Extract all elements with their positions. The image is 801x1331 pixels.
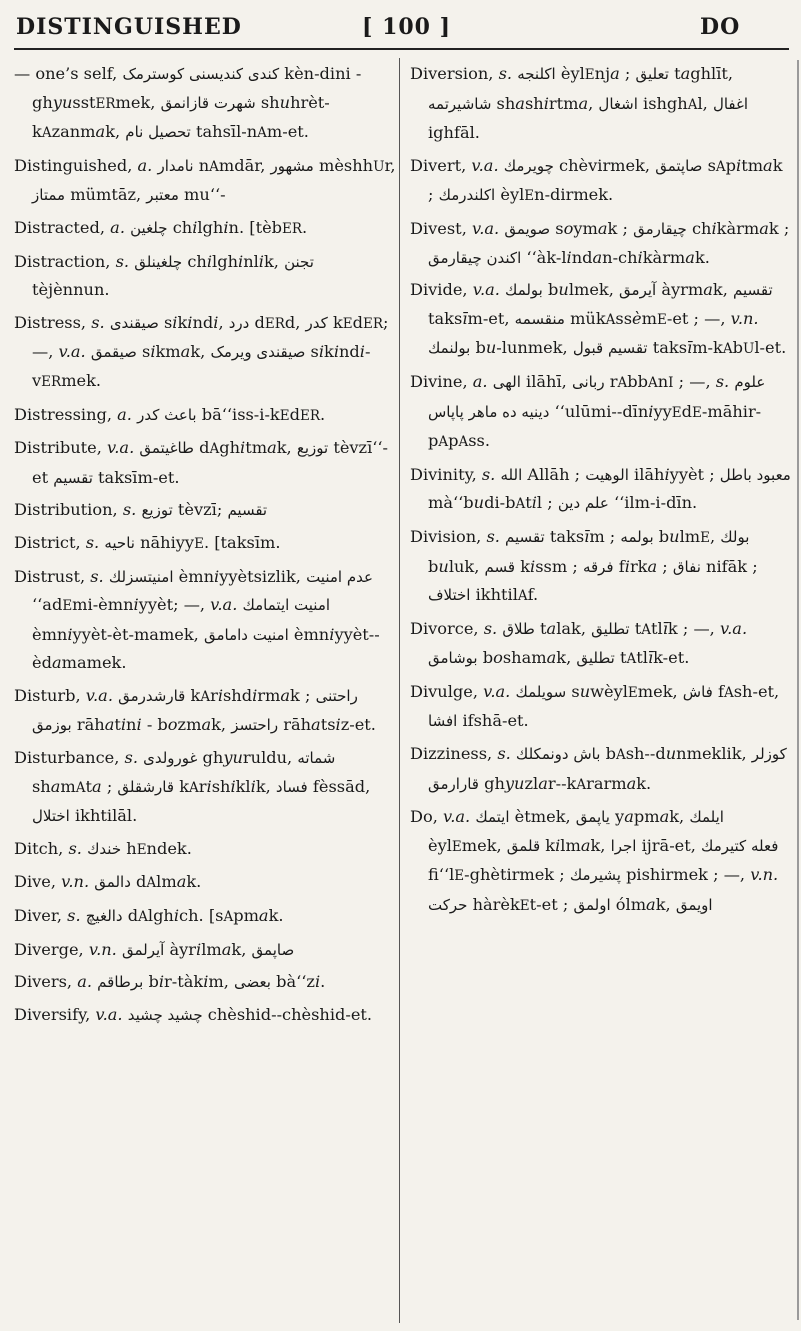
entry-text: nāhiyyE. [taksīm. [134, 532, 281, 552]
dictionary-entry [410, 740, 792, 799]
entry-text: rAbbAnI ; —, s. [604, 371, 730, 391]
ottoman-script: تطلیق [591, 619, 630, 638]
ottoman-script: امنیتسزلك [108, 567, 174, 586]
entry-text: soymak ; [550, 218, 634, 238]
dictionary-entry [14, 936, 396, 965]
entry-text: Divinity, s. [410, 464, 496, 484]
ottoman-script: باعث کدر [137, 405, 197, 424]
ottoman-script: کندی کندیسنی کوسترمک [122, 65, 280, 83]
ottoman-script: تحصیل نام [125, 123, 191, 142]
ottoman-script: قارشدرمق [118, 686, 186, 705]
entry-text: ikhtilAf. [470, 585, 539, 605]
entry-text: ikhtilāl. [69, 806, 138, 826]
ottoman-script: معتبر [146, 186, 179, 205]
ottoman-script: برطاقم [97, 973, 144, 992]
entry-text: mümtāz, [65, 185, 147, 205]
ottoman-script: توزیع [296, 439, 329, 458]
ottoman-script: راحتسز [231, 716, 279, 735]
ottoman-script: بولمه [620, 527, 654, 546]
ottoman-script: علوم دینیه ده ماهر پاپاس [428, 372, 766, 421]
ottoman-script: معبود باطل [719, 465, 791, 484]
entry-text: tèjènnun. [32, 280, 110, 300]
entry-text: Diversify, v.a. [14, 1004, 123, 1024]
ottoman-script: افشا [428, 712, 458, 731]
entry-text: bulmE, [653, 526, 721, 546]
ottoman-script: نامدار [157, 156, 194, 175]
entry-text: ‘‘àk-lindan-chikàrmak. [521, 247, 710, 267]
entry-text: èylEmek, [428, 835, 507, 855]
dictionary-entry [410, 276, 792, 364]
entry-text: èmniyyètsizlik, [173, 566, 307, 586]
ottoman-script: الوهیت [585, 465, 629, 484]
dictionary-entry [14, 682, 396, 740]
dictionary-entry [410, 461, 792, 519]
dictionary-entry [14, 309, 396, 397]
ottoman-script: اکلنجه [517, 65, 556, 83]
entry-text: ghyuruldu, [197, 748, 298, 768]
entry-text: fAsh-et, [712, 681, 780, 701]
entry-text: bulmek, [542, 280, 620, 300]
entry-text: kEdER; —, v.a. [32, 312, 389, 362]
ottoman-script: تقسیم [505, 527, 545, 546]
entry-text: Diversion, s. [410, 64, 513, 83]
entry-text: Distress, s. [14, 312, 105, 332]
entry-text: hàrèkEt-et ; [467, 895, 574, 915]
ottoman-script: امنیت دامامق [203, 625, 289, 644]
entry-text: chikàrmak ; [686, 218, 790, 238]
entry-text: — one’s self, [14, 64, 123, 83]
dictionary-entry [410, 152, 792, 211]
entry-text: ilāhī, [520, 371, 572, 391]
ottoman-script: چشید چشید [127, 1005, 203, 1024]
entry-text: talak, [534, 618, 592, 638]
ottoman-script: طلاق [502, 619, 535, 638]
dictionary-entry [14, 214, 396, 244]
entry-text: Diver, s. [14, 906, 81, 926]
ottoman-script: نفاق [672, 557, 701, 576]
header-right-word: DO [700, 14, 741, 40]
ottoman-script: ایلمك [689, 808, 724, 827]
dictionary-entry [14, 434, 396, 492]
entry-text: bà‘‘zi. [270, 972, 326, 992]
ottoman-script: اشغال [598, 94, 638, 113]
entry-text: buluk, [428, 556, 485, 576]
entry-text: chilghinlik, [182, 251, 285, 271]
entry-text: ijrā-et, [636, 835, 702, 855]
ottoman-script: تقسیم [53, 468, 93, 487]
dictionary-entry [410, 523, 792, 611]
entry-text: kissm ; [515, 556, 583, 576]
ottoman-script: شهرت قازانمق [160, 93, 256, 112]
ottoman-script: ناحیه [104, 533, 135, 552]
dictionary-entry [410, 60, 792, 148]
ottoman-script: بولك [720, 527, 750, 546]
ottoman-script: غورولدی [143, 749, 198, 768]
entry-text: ifshā-et. [457, 711, 529, 731]
dictionary-entry [410, 368, 792, 457]
dictionary-entry [14, 744, 396, 831]
ottoman-script: شماته [297, 749, 336, 768]
entry-text: tèvzī‘‘-et [32, 438, 389, 487]
ottoman-script: تقسیم [733, 281, 773, 300]
ottoman-script: کدر [305, 313, 328, 332]
left-column [14, 60, 396, 1033]
ottoman-script: خندك [87, 839, 122, 858]
dictionary-entry [14, 868, 396, 898]
entry-text: nAmdār, [193, 155, 271, 175]
entry-text: mükAssèmE-et ; —, v.n. [564, 308, 759, 328]
ottoman-script: ممتاز [32, 186, 66, 205]
ottoman-script: چلغین [130, 218, 168, 237]
entry-text: boshamak, [477, 648, 577, 668]
ottoman-script: چیقارمق [633, 219, 687, 238]
ottoman-script: تجنن [284, 252, 314, 271]
entry-text: àyrmak, [656, 280, 733, 300]
entry-text: bir-tàkim, [143, 972, 235, 992]
ottoman-script: باش دونمكلك [515, 745, 601, 764]
entry-text: fèssād, [307, 776, 371, 796]
entry-text: ‘‘ulūmi--dīniyyEdE-māhir-pApAss. [428, 401, 762, 451]
entry-text: dAghitmak, [193, 438, 297, 458]
entry-text: ghyuzlar--kArarmak. [478, 773, 652, 793]
ottoman-script: اکندن چیقارمق [428, 248, 522, 267]
entry-text: dERd, [249, 312, 306, 332]
entry-text: kArishdirmak ; [185, 685, 316, 705]
entry-text: rāhatini - bozmak, [71, 715, 232, 735]
entry-text: mu‘‘- [178, 185, 226, 205]
page-header [0, 14, 801, 44]
entry-text: Dizziness, s. [410, 744, 511, 764]
ottoman-script: ایتمك [475, 808, 510, 827]
dictionary-entry [14, 563, 396, 678]
ottoman-script: فساد [275, 777, 308, 796]
entry-text: suwèylEmek, [566, 681, 683, 701]
page-number: [ 100 ] [362, 14, 452, 40]
ottoman-script: توزیع [141, 501, 173, 520]
header-left-word: DISTINGUISHED [16, 14, 242, 40]
entry-text: Divine, a. [410, 371, 488, 391]
entry-text: chilghin. [tèbER. [167, 217, 308, 237]
entry-text: Distracted, a. [14, 217, 125, 237]
entry-text: Ditch, s. [14, 838, 82, 858]
entry-text: shamAta ; [32, 776, 118, 796]
ottoman-script: صیقندی ویرمک [210, 343, 306, 362]
entry-text: Distribute, v.a. [14, 438, 135, 458]
entry-text: Divorce, s. [410, 618, 498, 638]
ottoman-script: فرقه [582, 557, 614, 576]
entry-text: mà‘‘budi-bAtil ; [428, 493, 558, 513]
entry-text: kilmak, [540, 835, 611, 855]
entry-text: tAtlīk ; —, v.a. [629, 618, 748, 638]
entry-text: bAsh--dunmeklik, [600, 744, 752, 764]
entry-text: taksīm-et. [92, 467, 180, 487]
ottoman-script: دالمق [94, 873, 131, 892]
entry-text: taghlīt, [668, 64, 734, 83]
ottoman-script: بعضی [234, 973, 271, 992]
ottoman-script: بولمك [505, 281, 543, 300]
entry-text: Distinguished, a. [14, 155, 153, 175]
ottoman-script: منقسمه [514, 309, 565, 328]
entry-text: Distraction, s. [14, 251, 130, 271]
entry-text: èmniyyèt-èt-mamek, [32, 624, 204, 644]
dictionary-entry [14, 496, 396, 525]
entry-text: Divers, a. [14, 972, 93, 992]
entry-text: ighfāl. [428, 123, 480, 143]
entry-text: Divert, v.a. [410, 155, 499, 175]
ottoman-script: ربانی [571, 372, 605, 391]
ottoman-script: آیرمق [619, 281, 657, 300]
entry-text: mèshhUr, [313, 155, 396, 175]
entry-text: sApitmak ; [428, 155, 783, 205]
entry-text: tAtlīk-et. [614, 648, 690, 668]
ottoman-script: کوزلر قارارمق [428, 745, 787, 793]
entry-text: Disturb, v.a. [14, 685, 113, 705]
ottoman-script: آیرلمق [121, 940, 165, 959]
ottoman-script: بوشامق [428, 649, 478, 668]
ottoman-script: اختلاف [428, 586, 471, 605]
entry-text: kArishiklik, [174, 776, 276, 796]
entry-text: tahsīl-nAm-et. [190, 122, 309, 142]
ottoman-script: چلغینلق [134, 252, 183, 271]
entry-text: chèshid--chèshid-et. [202, 1004, 373, 1024]
entry-text: taksīm ; [544, 526, 621, 546]
dictionary-entry [14, 902, 396, 932]
entry-text: sikmak, [136, 342, 211, 362]
entry-text: ètmek, [509, 807, 576, 827]
ottoman-script: صاپتمق [655, 156, 703, 175]
entry-text: taksīm-et, [428, 308, 515, 328]
entry-text: nifāk ; [700, 556, 758, 576]
entry-text: bā‘‘iss-i-kEdER. [196, 404, 326, 424]
entry-text: dAlmak. [130, 872, 202, 892]
ottoman-script: صیقمق [90, 343, 137, 362]
column-divider [399, 58, 400, 1323]
entry-text: èmniyyèt--èdamamek. [32, 624, 380, 673]
ottoman-script: تقسیم قبول [572, 339, 648, 358]
page-edge-shadow [797, 60, 799, 1320]
ottoman-script: الله [500, 465, 523, 484]
dictionary-entry [410, 615, 792, 674]
entry-text: Disturbance, s. [14, 748, 138, 768]
entry-text: Division, s. [410, 526, 500, 546]
entry-text: ilāhiyyèt ; [628, 464, 720, 484]
entry-text: District, s. [14, 532, 100, 552]
entry-text: ishghAl, [637, 93, 713, 113]
entry-text: àyrilmak, [164, 939, 252, 959]
entry-text: pishirmek ; —, v.n. [620, 865, 779, 885]
ottoman-script: تطلیق [576, 649, 615, 668]
entry-text: shuhrèt-kAzanmak, [32, 92, 330, 142]
dictionary-entry [14, 529, 396, 559]
ottoman-script: فاش [682, 682, 713, 701]
right-column [410, 60, 792, 925]
entry-text: tèvzī; [172, 500, 228, 520]
dictionary-entry [14, 835, 396, 865]
ottoman-script: اویمق [675, 896, 713, 915]
entry-text: Dive, v.n. [14, 872, 90, 892]
dictionary-entry [410, 678, 792, 736]
entry-text: ‘‘adEmi-èmniyyèt; —, v.a. [32, 595, 238, 615]
entry-text: kèn-dini - ghyusstERmek, [32, 64, 362, 112]
entry-text: Distrust, s. [14, 566, 104, 586]
ottoman-script: اغفال [712, 94, 749, 113]
entry-text: sikindi, [158, 312, 229, 332]
entry-text: fi‘‘lE-ghètirmek ; [428, 865, 570, 885]
ottoman-script: راحتنی بوزمق [32, 686, 358, 735]
ottoman-script: پشیرمك [569, 866, 621, 885]
dictionary-entry [14, 968, 396, 997]
entry-text: rāhatsiz-et. [278, 715, 376, 735]
dictionary-entry [14, 248, 396, 305]
ottoman-script: مشهور [270, 156, 314, 175]
ottoman-script: شاشیرتمه [428, 94, 492, 113]
ottoman-script: یاپمق [575, 808, 610, 827]
ottoman-script: سویلمك [515, 682, 567, 701]
entry-text: ‘‘ilm-i-dīn. [608, 493, 698, 513]
ottoman-script: عدم امنیت [306, 567, 373, 586]
dictionary-entry [410, 215, 792, 272]
ottoman-script: حرکت [428, 896, 468, 915]
ottoman-script: صویمق [504, 219, 551, 238]
entry-text: Diverge, v.n. [14, 939, 117, 959]
ottoman-script: قارشقلق [117, 777, 175, 796]
dictionary-entry [410, 803, 792, 920]
entry-text: firka ; [613, 556, 673, 576]
entry-text: yapmak, [609, 807, 690, 827]
entry-text: Divulge, v.a. [410, 681, 511, 701]
ottoman-script: طاغیتمق [139, 439, 194, 458]
ottoman-script: امنیت ایتمامك [242, 596, 331, 615]
entry-text: Divest, v.a. [410, 218, 500, 238]
entry-text: èylEn-dirmek. [495, 185, 614, 205]
entry-text: taksīm-kAbUl-et. [647, 338, 787, 358]
entry-text: ólmak, [610, 895, 676, 915]
ottoman-script: صاپمق [251, 940, 295, 959]
ottoman-script: اجرا [610, 836, 637, 855]
ottoman-script: تعلیق [635, 65, 669, 83]
ottoman-script: اکلندرمك [438, 186, 496, 205]
ottoman-script: صیقندی [109, 313, 159, 332]
entry-text: Distribution, s. [14, 500, 137, 520]
entry-text: Divide, v.a. [410, 280, 500, 300]
ottoman-script: قسم [484, 557, 516, 576]
ottoman-script: اختلال [32, 807, 70, 826]
header-rule [14, 48, 789, 50]
entry-text: bu-lunmek, [470, 338, 573, 358]
entry-text: Distressing, a. [14, 404, 132, 424]
entry-text: èylEnja ; [555, 64, 636, 83]
ottoman-script: تقسیم [227, 501, 268, 520]
ottoman-script: درد [228, 313, 250, 332]
ottoman-script: علم دین [557, 494, 609, 513]
entry-text: chèvirmek, [553, 155, 656, 175]
ottoman-script: دالغیچ [85, 907, 123, 926]
entry-text: sikindi-vERmek. [32, 342, 371, 390]
ottoman-script: چویرمك [503, 156, 554, 175]
ottoman-script: اولمق [573, 896, 611, 915]
ottoman-script: قلمق [506, 836, 541, 855]
entry-text: shashirtma, [491, 93, 599, 113]
dictionary-entry [14, 60, 396, 148]
entry-text: Do, v.a. [410, 807, 471, 827]
dictionary-entry [14, 401, 396, 431]
entry-text: hEndek. [121, 838, 192, 858]
dictionary-entry [14, 1001, 396, 1030]
ottoman-script: الهی [492, 372, 521, 391]
dictionary-entry [14, 152, 396, 210]
entry-text: dAlghich. [sApmak. [122, 906, 284, 926]
entry-text: Allāh ; [522, 464, 586, 484]
ottoman-script: فعله کتیرمك [701, 836, 779, 855]
ottoman-script: بولنمك [428, 339, 471, 358]
